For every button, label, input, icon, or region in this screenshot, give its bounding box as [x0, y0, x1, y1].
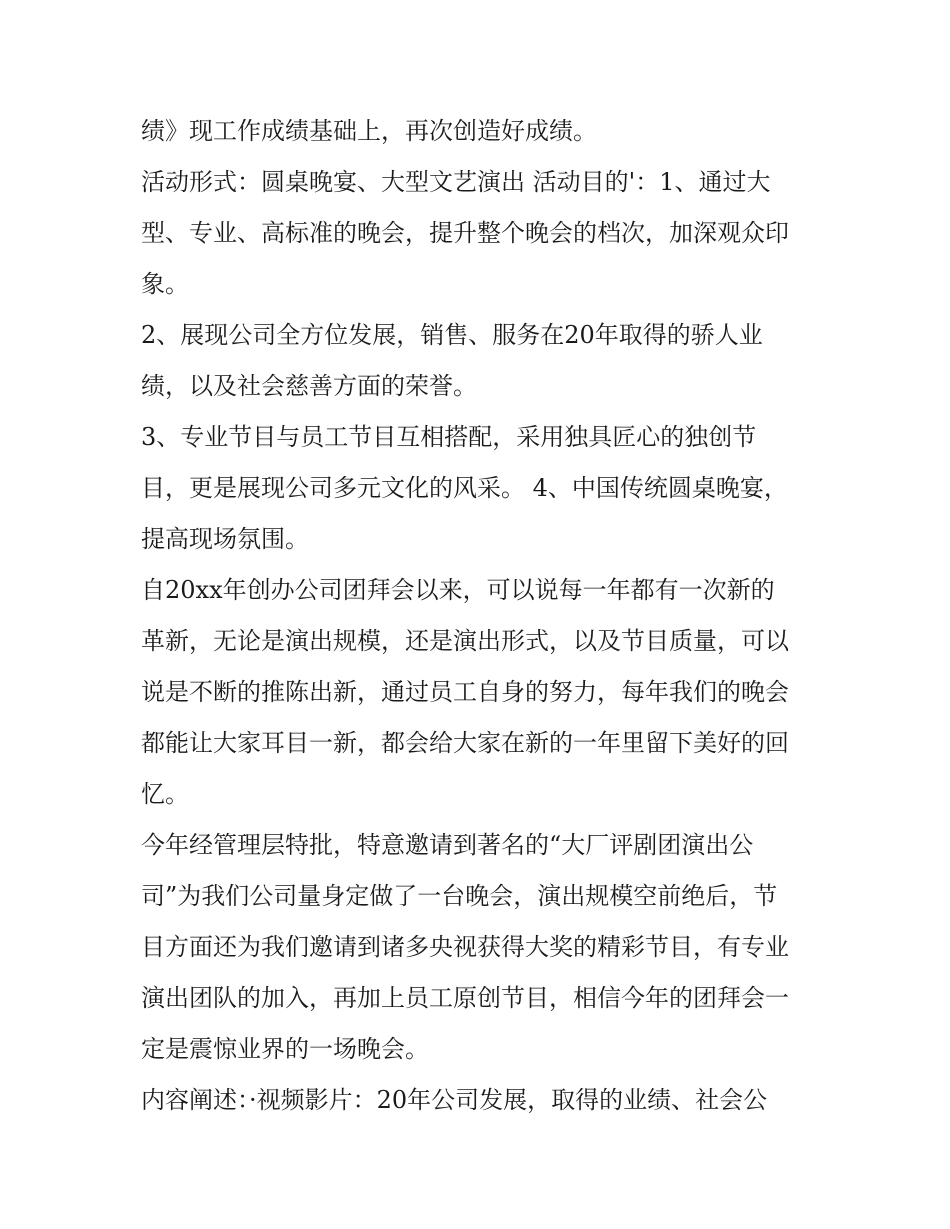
paragraph-content-description	[141, 1075, 821, 1126]
text-line: 型、专业、高标准的晚会，提升整个晚会的档次，加深观众印	[141, 219, 789, 247]
text-line: 象。	[141, 270, 189, 298]
text-line: 绩》现工作成绩基础上，再次创造好成绩。	[141, 117, 597, 145]
text-line: 绩，以及社会慈善方面的荣誉。	[141, 372, 477, 400]
text-line: 今年经管理层特批，特意邀请到著名的“大厂评剧团演出公	[141, 831, 754, 859]
text-line: 司”为我们公司量身定做了一台晚会，演出规模空前绝后，节	[141, 882, 778, 910]
text-line: 演出团队的加入，再加上员工原创节目，相信今年的团拜会一	[141, 984, 789, 1012]
text-line: 说是不断的推陈出新，通过员工自身的努力，每年我们的晚会	[141, 678, 789, 706]
paragraph-activity-form	[141, 157, 821, 310]
paragraph-goal-3-4	[141, 412, 821, 565]
text-line: 活动形式：圆桌晚宴、大型文艺演出 活动目的'：1、通过大	[141, 168, 771, 196]
paragraph-continuation	[141, 106, 821, 157]
text-line: 定是震惊业界的一场晚会。	[141, 1035, 429, 1063]
paragraph-history	[141, 565, 821, 820]
text-line: 内容阐述：·视频影片：20年公司发展，取得的业绩、社会公	[141, 1086, 768, 1114]
document-body	[141, 106, 821, 1126]
text-line: 目，更是展现公司多元文化的风采。 4、中国传统圆桌晚宴，	[141, 474, 788, 502]
text-line: 忆。	[141, 780, 189, 808]
text-line: 目方面还为我们邀请到诸多央视获得大奖的精彩节目，有专业	[141, 933, 789, 961]
text-line: 革新，无论是演出规模，还是演出形式，以及节目质量，可以	[141, 627, 789, 655]
paragraph-goal-2	[141, 310, 821, 412]
text-line: 2、展现公司全方位发展，销售、服务在20年取得的骄人业	[141, 321, 763, 349]
paragraph-this-year	[141, 820, 821, 1075]
text-line: 提高现场氛围。	[141, 525, 309, 553]
text-line: 自20xx年创办公司团拜会以来，可以说每一年都有一次新的	[141, 576, 775, 604]
text-line: 3、专业节目与员工节目互相搭配，采用独具匠心的独创节	[141, 423, 757, 451]
text-line: 都能让大家耳目一新，都会给大家在新的一年里留下美好的回	[141, 729, 789, 757]
